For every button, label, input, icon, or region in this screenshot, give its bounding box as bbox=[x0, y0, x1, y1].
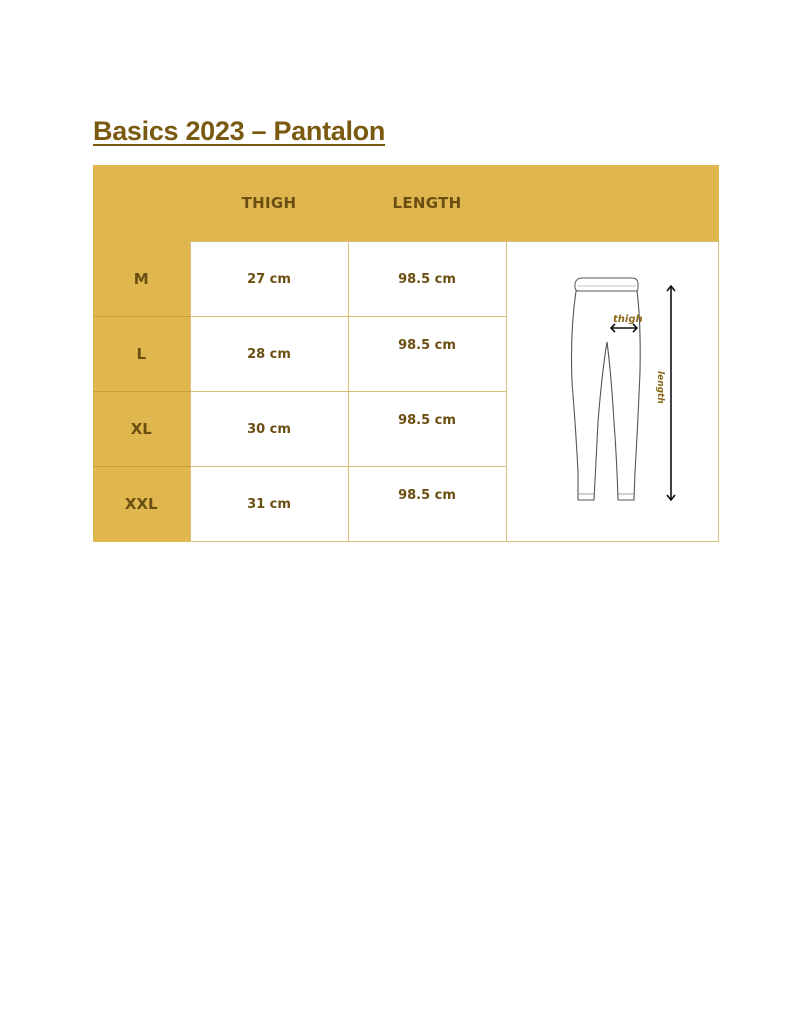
size-label: XXL bbox=[93, 467, 190, 542]
header-length: LENGTH bbox=[348, 165, 506, 242]
size-label: XL bbox=[93, 392, 190, 467]
thigh-label: thigh bbox=[613, 313, 643, 325]
thigh-value: 30 cm bbox=[190, 392, 348, 467]
thigh-value: 27 cm bbox=[190, 242, 348, 317]
header-thigh: THIGH bbox=[190, 165, 348, 242]
length-label: length bbox=[655, 370, 665, 404]
pants-diagram bbox=[532, 262, 692, 522]
length-value: 98.5 cm bbox=[348, 467, 506, 542]
waistband-shape bbox=[575, 278, 638, 292]
page-title: Basics 2023 – Pantalon bbox=[93, 116, 386, 146]
thigh-value: 31 cm bbox=[190, 467, 348, 542]
header-empty bbox=[506, 165, 718, 242]
length-value: 98.5 cm bbox=[348, 392, 506, 467]
header-size-column bbox=[93, 165, 190, 242]
size-label: M bbox=[93, 242, 190, 317]
length-value: 98.5 cm bbox=[348, 242, 506, 317]
size-label: L bbox=[93, 317, 190, 392]
thigh-value: 28 cm bbox=[190, 317, 348, 392]
pants-diagram-cell bbox=[506, 242, 718, 542]
table-header-row bbox=[93, 165, 718, 242]
length-value: 98.5 cm bbox=[348, 317, 506, 392]
size-chart-table bbox=[93, 165, 719, 542]
table-row bbox=[93, 242, 718, 317]
